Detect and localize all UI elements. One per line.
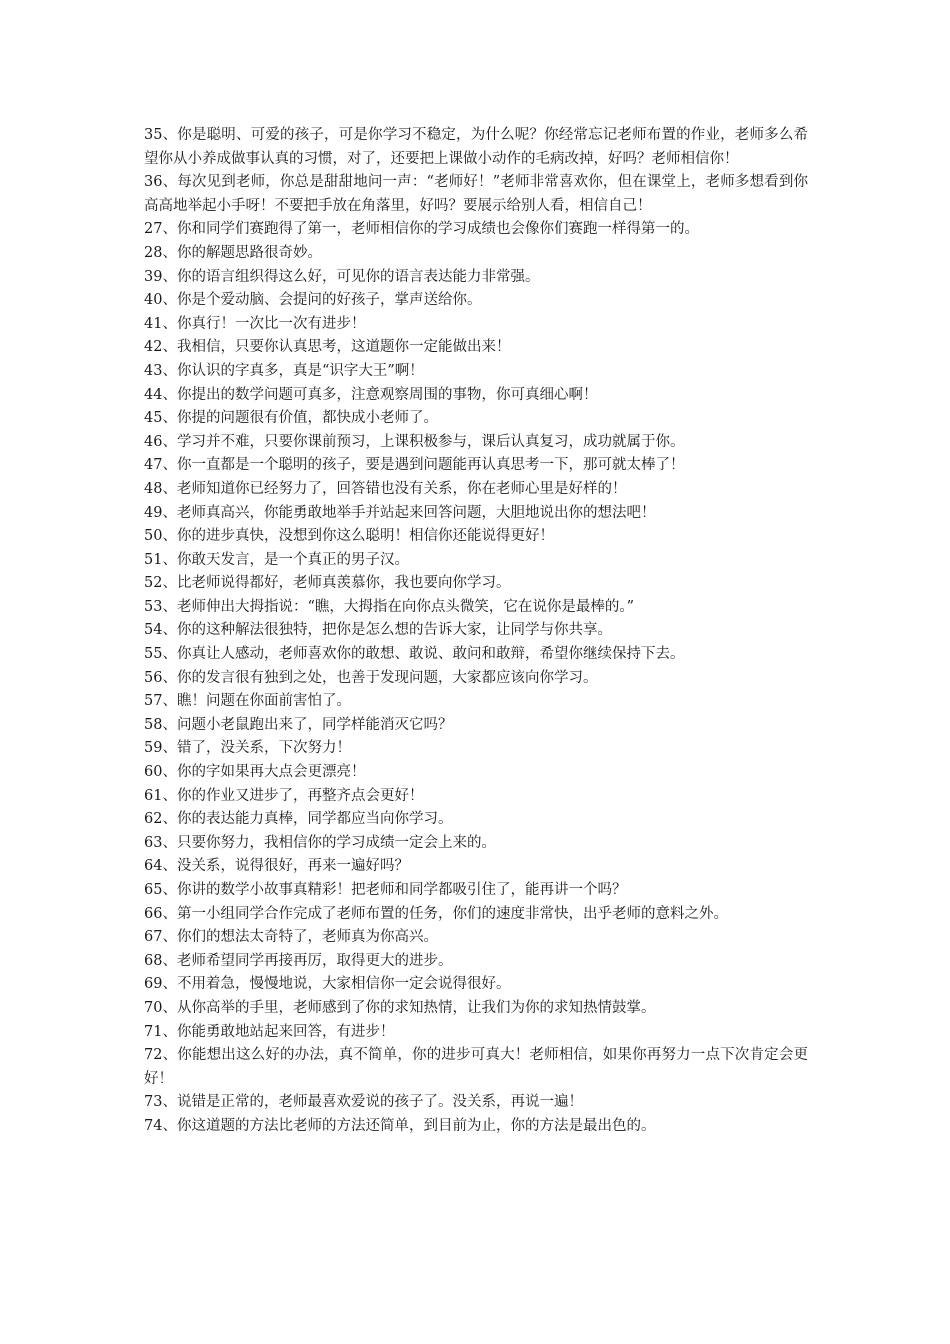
entry-63: 63、只要你努力，我相信你的学习成绩一定会上来的。 (144, 834, 496, 851)
entry-68: 68、老师希望同学再接再厉，取得更大的进步。 (144, 952, 453, 969)
entry-61: 61、你的作业又进步了，再整齐点会更好！ (144, 787, 424, 804)
entry-66: 66、第一小组同学合作完成了老师布置的任务，你们的速度非常快，出乎老师的意料之外。 (144, 905, 728, 922)
entry-56: 56、你的发言很有独到之处，也善于发现问题，大家都应该向你学习。 (144, 669, 598, 686)
entry-46: 46、学习并不难，只要你课前预习，上课积极参与，课后认真复习，成功就属于你。 (144, 433, 685, 450)
entry-53: 53、老师伸出大拇指说：“瞧，大拇指在向你点头微笑，它在说你是最棒的。” (144, 598, 635, 615)
entry-48: 48、老师知道你已经努力了，回答错也没有关系，你在老师心里是好样的！ (144, 480, 627, 497)
entry-44: 44、你提出的数学问题可真多，注意观察周围的事物，你可真细心啊！ (144, 386, 598, 403)
entry-58: 58、问题小老鼠跑出来了，同学样能消灭它吗？ (144, 716, 453, 733)
entry-72: 72、你能想出这么好的办法，真不简单，你的进步可真大！老师相信，如果你再努力一点下次肯定会更好！ (144, 1047, 808, 1087)
entry-67: 67、你们的想法太奇特了，老师真为你高兴。 (144, 929, 438, 946)
entry-45: 45、你提的问题很有价值，都快成小老师了。 (144, 410, 438, 427)
entry-73: 73、说错是正常的，老师最喜欢爱说的孩子了。没关系，再说一遍！ (144, 1094, 583, 1111)
entry-54: 54、你的这种解法很独特，把你是怎么想的告诉大家，让同学与你共享。 (144, 622, 612, 639)
entry-35: 35、你是聪明、可爱的孩子，可是你学习不稳定，为什么呢？你经常忘记老师布置的作业，老师多么希望你从小养成做事认真的习惯，对了，还要把上课做小动作的毛病改掉，好吗？老师相信你！ (144, 127, 808, 167)
entry-28: 28、你的解题思路很奇妙。 (144, 244, 322, 261)
entry-55: 55、你真让人感动，老师喜欢你的敢想、敢说、敢问和敢辩，希望你继续保持下去。 (144, 646, 685, 663)
entry-40: 40、你是个爱动脑、会提问的好孩子，掌声送给你。 (144, 292, 482, 309)
entry-51: 51、你敢天发言，是一个真正的男子汉。 (144, 551, 409, 568)
entry-60: 60、你的字如果再大点会更漂亮！ (144, 764, 366, 781)
entry-70: 70、从你高举的手里，老师感到了你的求知热情，让我们为你的求知热情鼓掌。 (144, 999, 656, 1016)
entry-39: 39、你的语言组织得这么好，可见你的语言表达能力非常强。 (144, 268, 540, 285)
entry-27: 27、你和同学们赛跑得了第一，老师相信你的学习成绩也会像你们赛跑一样得第一的。 (144, 221, 699, 238)
entry-71: 71、你能勇敢地站起来回答，有进步！ (144, 1023, 395, 1040)
entry-64: 64、没关系，说得很好，再来一遍好吗？ (144, 858, 409, 875)
entry-69: 69、不用着急，慢慢地说，大家相信你一定会说得很好。 (144, 976, 511, 993)
entry-52: 52、比老师说得都好，老师真羡慕你，我也要向你学习。 (144, 575, 511, 592)
entry-47: 47、你一直都是一个聪明的孩子，要是遇到问题能再认真思考一下，那可就太棒了！ (144, 457, 685, 474)
entry-65: 65、你讲的数学小故事真精彩！把老师和同学都吸引住了，能再讲一个吗？ (144, 882, 627, 898)
entry-43: 43、你认识的字真多，真是“识字大王”啊！ (144, 362, 424, 379)
entry-49: 49、老师真高兴，你能勇敢地举手并站起来回答问题，大胆地说出你的想法吧！ (144, 504, 656, 521)
entry-57: 57、瞧！问题在你面前害怕了。 (144, 693, 351, 710)
entry-59: 59、错了，没关系，下次努力！ (144, 740, 351, 757)
entry-41: 41、你真行！一次比一次有进步！ (144, 315, 366, 332)
entry-42: 42、我相信，只要你认真思考，这道题你一定能做出来！ (144, 339, 511, 356)
entry-50: 50、你的进步真快，没想到你这么聪明！相信你还能说得更好！ (144, 528, 554, 545)
entry-62: 62、你的表达能力真棒，同学都应当向你学习。 (144, 811, 453, 828)
entry-36: 36、每次见到老师，你总是甜甜地问一声：“老师好！”老师非常喜欢你，但在课堂上，老师多想看到你高高地举起小手呀！不要把手放在角落里，好吗？要展示给别人看，相信自己！ (144, 174, 808, 214)
document-body (144, 124, 808, 1139)
entry-74: 74、你这道题的方法比老师的方法还简单，到目前为止，你的方法是最出色的。 (144, 1117, 656, 1134)
